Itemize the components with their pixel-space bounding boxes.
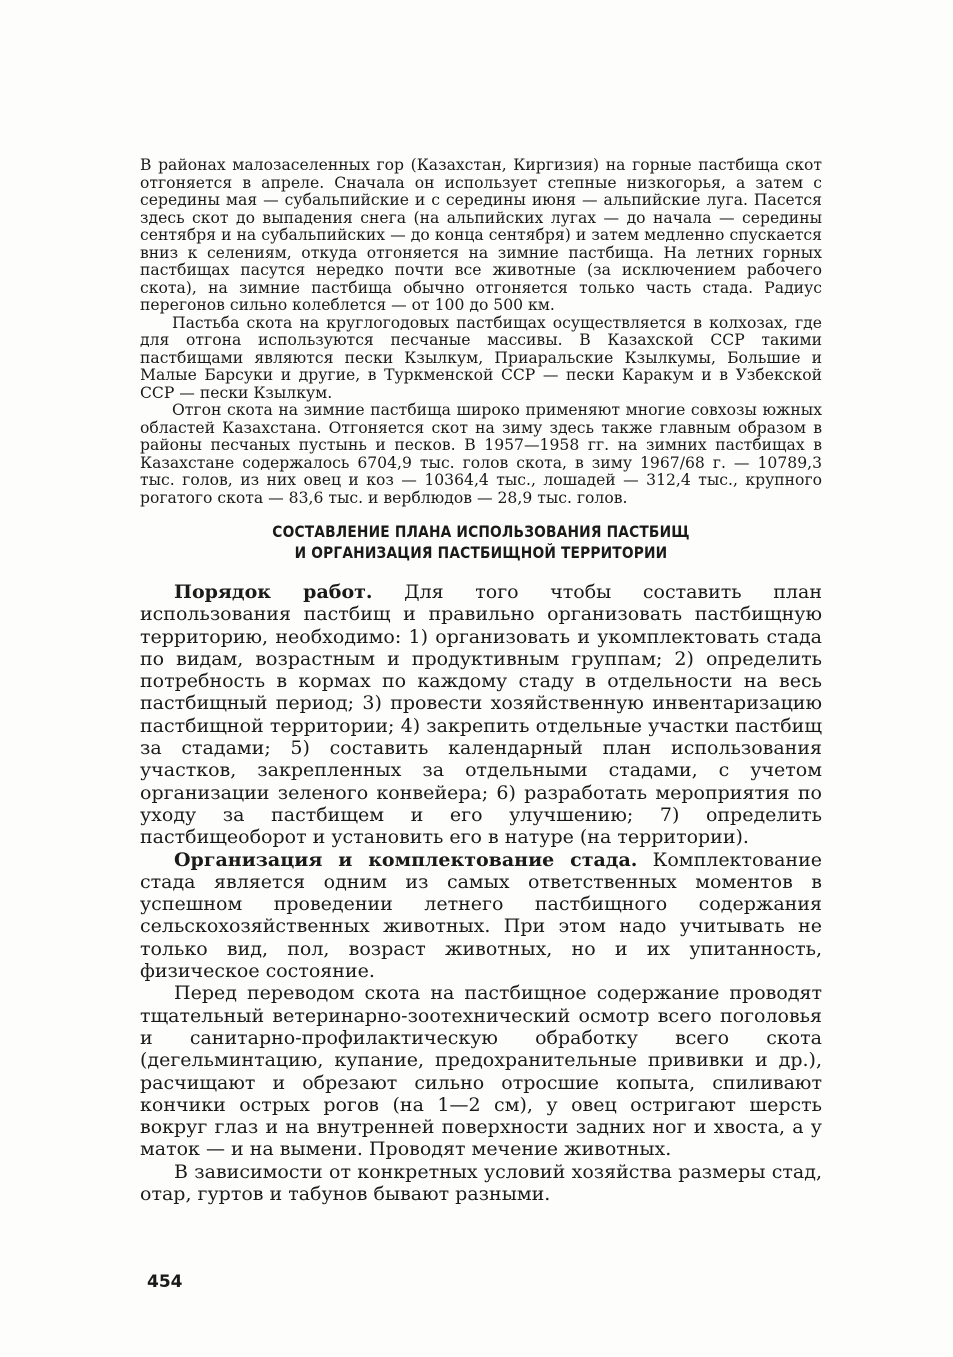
paragraph: Пастьба скота на круглогодовых пастбищах осуществляется в колхозах, где для отгона используются песчаные массивы. В Казахской ССР такими пастбищами являются пески Кзылкум, Приаральские Кзылкумы, Большие и Малые Барсуки и другие, в Туркменской ССР — пески Каракум и в Узбекской ССР — пески Кзылкум. [140, 313, 822, 402]
paragraph-lead: Порядок работ. [174, 581, 373, 603]
paragraph-lead: Организация и комплектование стада. [174, 848, 638, 871]
paragraph [140, 1161, 822, 1206]
section-heading [188, 521, 775, 563]
main-text-section [140, 581, 822, 1205]
paragraph-text: Комплектование стада является одним из самых ответственных моментов в успешном проведении летнего пастбищного содержания сельскохозяйственных животных. При этом надо учитывать не только вид, пол, возраст животных, но и их упитанность, физическое состояние. [140, 848, 822, 983]
small-print-section [140, 157, 822, 507]
paragraph-text: Перед переводом скота на пастбищное содержание проводят тщательный ветеринарно-зоотехнический осмотр всего поголовья и санитарно-профилактическую обработку всего скота (дегельминтацию, купание, предохранительные прививки и др.), расчищают и обрезают сильно отросшие копыта, спиливают кончики острых рогов (на 1—2 см), у овец остригают шерсть вокруг глаз и на внутренней поверхности задних ног и хвоста, а у маток — и на вымени. Проводят мечение животных. [140, 982, 822, 1161]
page-body [140, 157, 822, 1205]
paragraph [140, 982, 822, 1160]
heading-line: И ОРГАНИЗАЦИЯ ПАСТБИЩНОЙ ТЕРРИТОРИИ [294, 543, 668, 562]
paragraph-text: Для того чтобы составить план использования пастбищ и правильно организовать пастбищную территорию, необходимо: 1) организовать и укомплектовать стада по видам, возрастным и продуктивным группам; 2) определить потребность в кормах по каждому стаду в отдельности на весь пастбищный период; 3) провести хозяйственную инвентаризацию пастбищной территории; 4) закрепить отдельные участки пастбищ за стадами; 5) составить календарный план использования участков, закрепленных за отдельными стадами, с учетом организации зеленого конвейера; 6) разработать мероприятия по уходу за пастбищем и его улучшению; 7) определить пастбищеоборот и установить его в натуре (на территории). [140, 581, 822, 849]
page-number: 454 [147, 1272, 183, 1292]
paragraph-text: В зависимости от конкретных условий хозяйства размеры стад, отар, гуртов и табунов бывают разными. [140, 1160, 822, 1206]
paragraph [140, 849, 822, 983]
paragraph: В районах малозаселенных гор (Казахстан, Киргизия) на горные пастбища скот отгоняется в апреле. Сначала он использует степные низкогорья, а затем с середины мая — субальпийские и с середины июня — альпийские луга. Пасется здесь скот до выпадения снега (на альпийских лугах — до начала — середины сентября и на субальпийских — до конца сентября) и затем медленно спускается вниз к селениям, откуда отгоняется на зимние пастбища. На летних горных пастбищах пасутся нередко почти все животные (за исключением рабочего скота), на зимние пастбища обычно отгоняется только часть стада. Радиус перегонов сильно колеблется — от 100 до 500 км. [140, 156, 822, 314]
paragraph: Отгон скота на зимние пастбища широко применяют многие совхозы южных областей Казахстана. Отгоняется скот на зиму здесь также главным образом в районы песчаных пустынь и песков. В 1957—1958 гг. на зимних пастбищах в Казахстане содержалось 6704,9 тыс. голов скота, в зиму 1967/68 г. — 10789,3 тыс. голов, из них овец и коз — 10364,4 тыс., лошадей — 312,4 тыс., крупного рогатого скота — 83,6 тыс. и верблюдов — 28,9 тыс. голов. [140, 401, 822, 507]
heading-line: СОСТАВЛЕНИЕ ПЛАНА ИСПОЛЬЗОВАНИЯ ПАСТБИЩ [272, 522, 690, 541]
paragraph [140, 581, 822, 849]
